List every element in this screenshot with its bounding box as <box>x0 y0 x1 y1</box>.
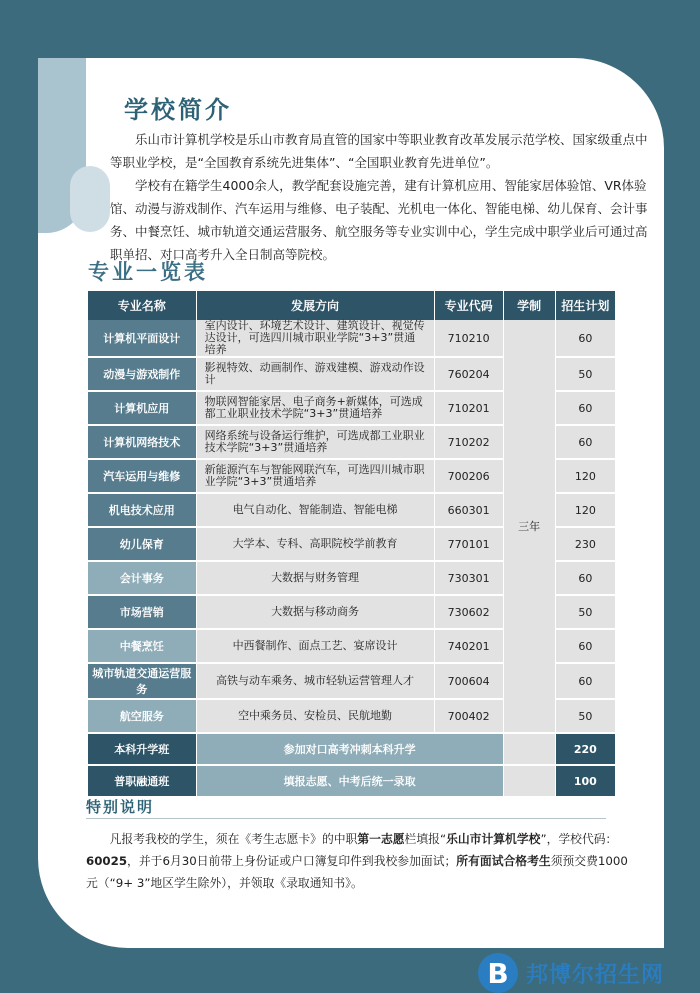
special-class-name: 普职融通班 <box>88 766 197 798</box>
note-part: ，并于6月30日前带上身份证或户口簿复印件到我校参加面试； <box>127 854 457 868</box>
major-name: 机电技术应用 <box>88 494 197 528</box>
special-class-desc: 填报志愿、中考后统一录取 <box>197 766 504 798</box>
watermark <box>478 953 664 993</box>
special-row <box>88 734 616 766</box>
intro-text <box>110 128 650 266</box>
content-card <box>38 58 665 990</box>
note-emphasis: 乐山市计算机学校 <box>446 832 541 846</box>
intro-paragraph-2: 学校有在籍学生4000余人，教学配套设施完善，建有计算机应用、智能家居体验馆、VR体验馆、动漫与游戏制作、汽车运用与维修、电子装配、光机电一体化、智能电梯、幼儿保育、会计事务、中餐烹饪、城市轨道交通运营服务、航空服务等专业实训中心，学生完成中职学业后可通过高职单招、对口高考升入全日制高等院校。 <box>110 178 648 262</box>
note-emphasis: 所有面试合格考生 <box>456 854 551 868</box>
note-part: 须预交费1000元（“9+ 3”地区学生除外），并领取《录取通知书》。 <box>86 854 628 890</box>
enrollment-plan: 50 <box>556 358 616 392</box>
enrollment-plan: 60 <box>556 426 616 460</box>
major-code: 660301 <box>435 494 504 528</box>
majors-table <box>88 291 616 798</box>
major-direction: 新能源汽车与智能网联汽车，可选四川城市职业学院“3+3”贯通培养 <box>197 460 435 494</box>
major-name: 会计事务 <box>88 562 197 596</box>
enrollment-plan: 60 <box>556 392 616 426</box>
enrollment-plan: 120 <box>556 494 616 528</box>
enrollment-plan: 60 <box>556 664 616 700</box>
major-code: 700604 <box>435 664 504 700</box>
note-emphasis: 60025 <box>86 854 128 868</box>
b-logo-icon: B <box>478 953 518 993</box>
major-code: 710201 <box>435 392 504 426</box>
major-direction: 网络系统与设备运行维护，可选成都工业职业技术学院“3+3”贯通培养 <box>197 426 435 460</box>
enrollment-plan: 230 <box>556 528 616 562</box>
special-class-name: 本科升学班 <box>88 734 197 766</box>
major-name: 中餐烹饪 <box>88 630 197 664</box>
note-divider <box>86 818 606 819</box>
watermark-text: 邦博尔招生网 <box>526 962 665 988</box>
major-code: 760204 <box>435 358 504 392</box>
major-direction: 中西餐制作、面点工艺、宴席设计 <box>197 630 435 664</box>
major-direction: 大数据与财务管理 <box>197 562 435 596</box>
enrollment-plan: 50 <box>556 700 616 734</box>
major-direction: 大学本、专科、高职院校学前教育 <box>197 528 435 562</box>
table-title: 专业一览表 <box>88 260 208 284</box>
table-row <box>88 320 616 358</box>
header-name: 专业名称 <box>88 291 197 320</box>
major-direction: 电气自动化、智能制造、智能电梯 <box>197 494 435 528</box>
table-header-row <box>88 291 616 320</box>
major-code: 700206 <box>435 460 504 494</box>
special-row <box>88 766 616 798</box>
enrollment-plan: 60 <box>556 630 616 664</box>
note-part: 凡报考我校的学生，须在《考生志愿卡》的中职 <box>109 832 358 846</box>
major-direction: 空中乘务员、安检员、民航地勤 <box>197 700 435 734</box>
major-code: 710202 <box>435 426 504 460</box>
major-direction: 大数据与移动商务 <box>197 596 435 630</box>
note-part: 栏填报“ <box>404 832 447 846</box>
header-direction: 发展方向 <box>197 291 435 320</box>
header-code: 专业代码 <box>435 291 504 320</box>
major-code: 700402 <box>435 700 504 734</box>
major-direction: 室内设计、环境艺术设计、建筑设计、视觉传达设计，可选四川城市职业学院“3+3”贯通培养 <box>197 320 435 358</box>
note-emphasis: 第一志愿 <box>357 832 405 846</box>
special-class-desc: 参加对口高考冲刺本科升学 <box>197 734 504 766</box>
major-code: 740201 <box>435 630 504 664</box>
major-name: 汽车运用与维修 <box>88 460 197 494</box>
major-name: 计算机应用 <box>88 392 197 426</box>
note-title: 特别说明 <box>86 798 155 816</box>
enrollment-plan: 60 <box>556 320 616 358</box>
enrollment-plan: 120 <box>556 460 616 494</box>
major-name: 市场营销 <box>88 596 197 630</box>
major-name: 计算机网络技术 <box>88 426 197 460</box>
major-name: 动漫与游戏制作 <box>88 358 197 392</box>
major-code: 730602 <box>435 596 504 630</box>
major-direction: 物联网智能家居、电子商务+新媒体，可选成都工业职业技术学院“3+3”贯通培养 <box>197 392 435 426</box>
intro-paragraph-1: 乐山市计算机学校是乐山市教育局直管的国家中等职业教育改革发展示范学校、国家级重点中等职业学校，是“全国教育系统先进集体”、“全国职业教育先进单位”。 <box>110 132 648 170</box>
header-plan: 招生计划 <box>556 291 616 320</box>
special-class-plan: 100 <box>556 766 616 798</box>
note-part: ”，学校代码： <box>540 832 618 846</box>
special-system-blank <box>504 766 556 798</box>
study-duration: 三年 <box>504 320 556 734</box>
special-system-blank <box>504 734 556 766</box>
major-name: 幼儿保育 <box>88 528 197 562</box>
major-code: 770101 <box>435 528 504 562</box>
intro-title: 学校简介 <box>124 96 232 124</box>
major-code: 730301 <box>435 562 504 596</box>
major-direction: 影视特效、动画制作、游戏建模、游戏动作设计 <box>197 358 435 392</box>
enrollment-plan: 50 <box>556 596 616 630</box>
major-code: 710210 <box>435 320 504 358</box>
major-name: 航空服务 <box>88 700 197 734</box>
note-paragraph <box>86 828 638 894</box>
decoration-bubble <box>70 166 110 232</box>
major-name: 城市轨道交通运营服务 <box>88 664 197 700</box>
special-class-plan: 220 <box>556 734 616 766</box>
major-direction: 高铁与动车乘务、城市轻轨运营管理人才 <box>197 664 435 700</box>
major-name: 计算机平面设计 <box>88 320 197 358</box>
note-text <box>86 828 638 894</box>
enrollment-plan: 60 <box>556 562 616 596</box>
header-system: 学制 <box>504 291 556 320</box>
